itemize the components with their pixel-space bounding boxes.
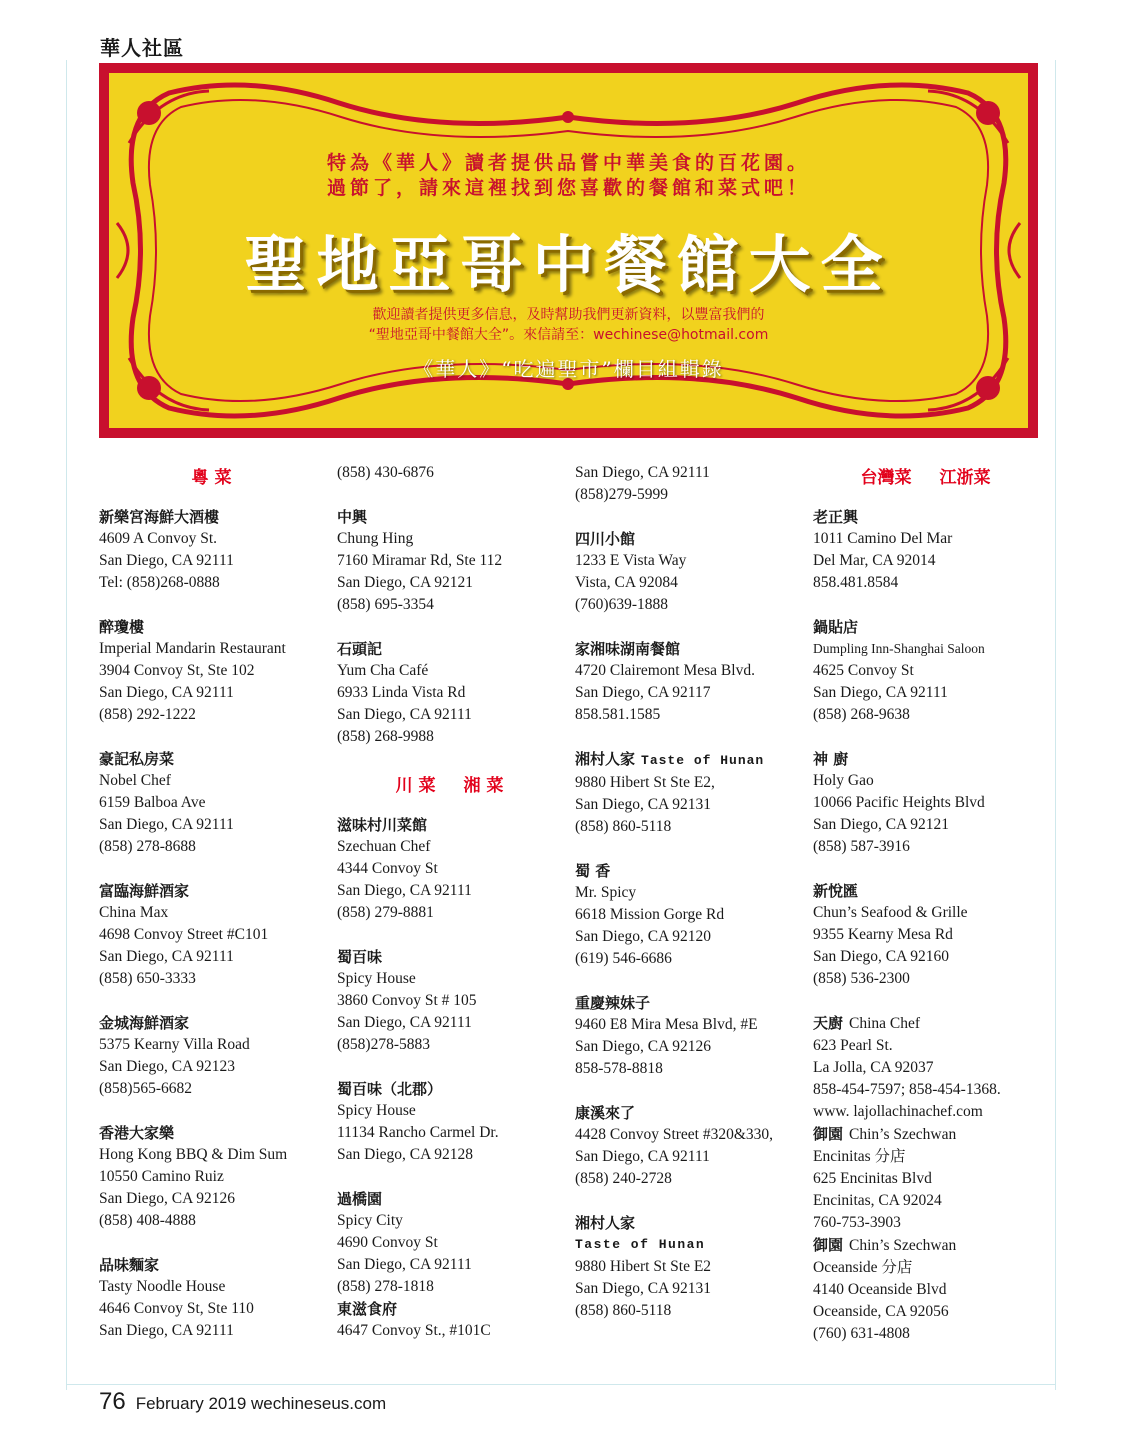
address-line: Chung Hing [337, 530, 414, 547]
layout-guide [66, 60, 67, 1390]
restaurant-name-en: Chin’s Szechwan [849, 1237, 957, 1254]
address-line: 6618 Mission Gorge Rd [575, 906, 725, 923]
restaurant-name [813, 616, 1038, 638]
address-line: (858) 695-3354 [337, 596, 434, 613]
address-line: 4609 A Convoy St. [99, 530, 217, 547]
address-line: 5375 Kearny Villa Road [99, 1036, 250, 1053]
restaurant-name-zh: 重慶辣妹子 [575, 994, 651, 1012]
address-line: Imperial Mandarin Restaurant [99, 640, 286, 657]
address-line: 623 Pearl St. [813, 1037, 893, 1054]
restaurant-entry [813, 1123, 1038, 1234]
category-heading [337, 770, 562, 802]
address-line: San Diego, CA 92131 [575, 1280, 712, 1297]
page-number: 76 [99, 1388, 126, 1415]
restaurant-name [575, 748, 800, 772]
address-line: 11134 Rancho Carmel Dr. [337, 1124, 499, 1141]
address-line: 10550 Camino Ruiz [99, 1168, 224, 1185]
address-line: Yum Cha Café [337, 662, 429, 679]
restaurant-name [99, 1254, 324, 1276]
restaurant-entry [575, 860, 800, 970]
address-line: San Diego, CA 92117 [575, 684, 711, 701]
address-line: 858-578-8818 [575, 1060, 663, 1077]
address-line: (858) 268-9638 [813, 706, 910, 723]
address-line: Spicy City [337, 1212, 403, 1229]
address-line: 858-454-7597; 858-454-1368. [813, 1081, 1001, 1098]
restaurant-entry [337, 1188, 562, 1298]
restaurant-name [337, 1188, 562, 1210]
banner-title: 聖地亞哥中餐館大全 [244, 228, 893, 301]
listing-column-3 [575, 462, 800, 1344]
address-line: www. lajollachinachef.com [813, 1103, 983, 1120]
restaurant-name [813, 1234, 1038, 1257]
page-footer [99, 1388, 386, 1416]
address-line: 3860 Convoy St # 105 [337, 992, 477, 1009]
banner-panel [109, 73, 1028, 428]
restaurant-name [813, 748, 1038, 770]
restaurant-name-zh: 御園 [813, 1236, 844, 1254]
address-line: San Diego, CA 92111 [337, 1014, 472, 1031]
restaurant-entry [575, 528, 800, 616]
restaurant-name [337, 814, 562, 836]
address-line: Nobel Chef [99, 772, 171, 789]
address-line: San Diego, CA 92111 [99, 816, 234, 833]
address-line: 4698 Convoy Street #C101 [99, 926, 269, 943]
restaurant-entry [813, 506, 1038, 594]
restaurant-name [813, 1012, 1038, 1035]
restaurant-name-zh: 石頭記 [337, 640, 383, 658]
address-line: Vista, CA 92084 [575, 574, 678, 591]
address-line: (858) 292-1222 [99, 706, 196, 723]
address-line: (858) 650-3333 [99, 970, 196, 987]
listing-column-4 [813, 462, 1038, 1345]
address-line: 1011 Camino Del Mar [813, 530, 953, 547]
address-line: Hong Kong BBQ & Dim Sum [99, 1146, 288, 1163]
restaurant-entry [575, 1102, 800, 1190]
category-label: 川 菜 [395, 776, 436, 796]
restaurant-name-zh: 品味麵家 [99, 1256, 160, 1274]
restaurant-name-zh: 四川小館 [575, 530, 636, 548]
address-line: Encinitas 分店 [813, 1148, 906, 1165]
restaurant-name-zh: 滋味村川菜館 [337, 816, 428, 834]
address-line: (858) 268-9988 [337, 728, 434, 745]
address-line: San Diego, CA 92111 [337, 882, 472, 899]
restaurant-name-zh: 鍋貼店 [813, 618, 859, 636]
restaurant-entry [337, 814, 562, 924]
restaurant-entry [99, 748, 324, 858]
address-line: (858) 240-2728 [575, 1170, 672, 1187]
address-line: Del Mar, CA 92014 [813, 552, 936, 569]
restaurant-name-zh: 富臨海鮮酒家 [99, 882, 190, 900]
address-line: (858) 860-5118 [575, 1302, 672, 1319]
restaurant-entry [337, 506, 562, 616]
address-line: Encinitas, CA 92024 [813, 1192, 942, 1209]
category-heading [813, 462, 1038, 494]
address-line: 6159 Balboa Ave [99, 794, 206, 811]
restaurant-name-en: Taste of Hunan [641, 753, 765, 768]
banner-note [109, 305, 1028, 345]
address-line: San Diego, CA 92128 [337, 1146, 474, 1163]
restaurant-name [337, 638, 562, 660]
restaurant-entry [99, 1122, 324, 1232]
address-line: 4344 Convoy St [337, 860, 438, 877]
listing-column-1 [99, 462, 324, 1364]
address-line: (760)639-1888 [575, 596, 668, 613]
restaurant-entry [337, 638, 562, 748]
address-line: (858) 587-3916 [813, 838, 910, 855]
banner-intro-line: 特為《華人》讀者提供品嘗中華美食的百花園。 [326, 152, 810, 174]
restaurant-name-zh: 中興 [337, 508, 368, 526]
restaurant-name [337, 1078, 562, 1100]
listing-column-2 [337, 462, 562, 1342]
address-line: Tasty Noodle House [99, 1278, 226, 1295]
address-line: San Diego, CA 92126 [575, 1038, 712, 1055]
restaurant-name [813, 880, 1038, 902]
banner-note-line: “聖地亞哥中餐館大全”。來信請至：wechinese@hotmail.com [368, 327, 769, 343]
address-line: 6933 Linda Vista Rd [337, 684, 466, 701]
address-line: (858) 536-2300 [813, 970, 910, 987]
category-label: 台灣菜 [860, 468, 912, 488]
restaurant-entry [575, 748, 800, 838]
address-line: Oceanside, CA 92056 [813, 1303, 949, 1320]
restaurant-entry [99, 1254, 324, 1342]
banner-intro-line: 過節了，請來這裡找到您喜歡的餐館和菜式吧！ [326, 177, 810, 199]
restaurant-name [575, 1212, 800, 1234]
restaurant-name-zh: 過橋園 [337, 1190, 383, 1208]
address-line: 7160 Miramar Rd, Ste 112 [337, 552, 503, 569]
address-line: 1233 E Vista Way [575, 552, 687, 569]
address-line: San Diego, CA 92111 [99, 552, 234, 569]
address-line: Tel: (858)268-0888 [99, 574, 220, 591]
address-line: Holy Gao [813, 772, 874, 789]
layout-guide [1055, 60, 1056, 1390]
restaurant-name [813, 1123, 1038, 1146]
address-line: (858)279-5999 [575, 486, 668, 503]
restaurant-name [575, 1102, 800, 1124]
address-line: San Diego, CA 92111 [575, 1148, 710, 1165]
address-line: San Diego, CA 92111 [99, 684, 234, 701]
restaurant-name-en: China Chef [849, 1015, 921, 1032]
restaurant-entry [813, 1012, 1038, 1123]
restaurant-list [813, 506, 1038, 990]
restaurant-entry [99, 506, 324, 594]
restaurant-name [99, 748, 324, 770]
banner-note-line: 歡迎讀者提供更多信息，及時幫助我們更新資料，以豐富我們的 [372, 307, 765, 323]
restaurant-name [813, 506, 1038, 528]
restaurant-name-zh: 香港大家樂 [99, 1124, 175, 1142]
restaurant-entry [575, 638, 800, 726]
restaurant-name [99, 506, 324, 528]
section-tag: 華人社區 [100, 36, 184, 60]
category-label: 江浙菜 [939, 468, 991, 488]
restaurant-name-en: Taste of Hunan [575, 1237, 706, 1252]
restaurant-name-zh: 天廚 [813, 1014, 844, 1032]
address-line: 9460 E8 Mira Mesa Blvd, #E [575, 1016, 758, 1033]
address-line: 858.581.1585 [575, 706, 661, 723]
layout-guide [66, 1384, 1056, 1385]
address-line: 4720 Clairemont Mesa Blvd. [575, 662, 755, 679]
address-line: (858) 279-8881 [337, 904, 434, 921]
restaurant-name-zh: 家湘味湖南餐館 [575, 640, 681, 658]
restaurant-name-zh: 湘村人家 [575, 1214, 636, 1232]
address-line: China Max [99, 904, 169, 921]
restaurant-entry [813, 616, 1038, 726]
address-line: (858) 278-1818 [337, 1278, 434, 1295]
continued-entry [575, 462, 800, 506]
restaurant-entry [99, 616, 324, 726]
restaurant-name-zh: 湘村人家 [575, 750, 636, 768]
restaurant-entry [99, 1012, 324, 1100]
restaurant-name-zh: 東滋食府 [337, 1300, 398, 1318]
restaurant-entry [813, 1234, 1038, 1345]
restaurant-name-zh: 蜀百味 [337, 948, 383, 966]
restaurant-entry [575, 992, 800, 1080]
restaurant-name-zh: 蜀百味（北郡） [337, 1080, 443, 1098]
restaurant-name [337, 506, 562, 528]
address-line: San Diego, CA 92111 [99, 1322, 234, 1339]
restaurant-name-zh: 金城海鮮酒家 [99, 1014, 190, 1032]
address-line: Chun’s Seafood & Grille [813, 904, 968, 921]
address-line: 9880 Hibert St Ste E2, [575, 774, 715, 791]
address-line: 4140 Oceanside Blvd [813, 1281, 947, 1298]
address-line: San Diego, CA 92160 [813, 948, 950, 965]
address-line: (858)565-6682 [99, 1080, 192, 1097]
address-line: 858.481.8584 [813, 574, 899, 591]
address-line: (760) 631-4808 [813, 1325, 910, 1342]
address-line: La Jolla, CA 92037 [813, 1059, 934, 1076]
address-line: Spicy House [337, 970, 416, 987]
restaurant-name-zh: 新樂宮海鮮大酒樓 [99, 508, 220, 526]
address-line: (858) 430-6876 [337, 464, 434, 481]
restaurant-list [575, 528, 800, 1322]
restaurant-name [575, 992, 800, 1014]
restaurant-name [99, 1122, 324, 1144]
restaurant-name [575, 528, 800, 550]
address-line: San Diego, CA 92111 [337, 1256, 472, 1273]
address-line: San Diego, CA 92111 [575, 464, 710, 481]
address-line: 3904 Convoy St, Ste 102 [99, 662, 255, 679]
address-line: San Diego, CA 92121 [337, 574, 474, 591]
restaurant-list [337, 506, 562, 748]
restaurant-name-zh: 康溪來了 [575, 1104, 636, 1122]
address-line: (858) 278-8688 [99, 838, 196, 855]
address-line: San Diego, CA 92111 [813, 684, 948, 701]
address-line: Oceanside 分店 [813, 1259, 913, 1276]
restaurant-name-zh: 新悅匯 [813, 882, 859, 900]
address-line: 760-753-3903 [813, 1214, 901, 1231]
address-line: San Diego, CA 92121 [813, 816, 950, 833]
restaurant-entry [813, 880, 1038, 990]
footer-text: February 2019 wechineseus.com [135, 1394, 387, 1413]
address-line: Szechuan Chef [337, 838, 431, 855]
restaurant-name [575, 638, 800, 660]
restaurant-name [99, 1012, 324, 1034]
address-line: 9880 Hibert St Ste E2 [575, 1258, 712, 1275]
address-line: 4428 Convoy Street #320&330, [575, 1126, 774, 1143]
restaurant-name-zh: 豪記私房菜 [99, 750, 175, 768]
category-heading: 粵 菜 [191, 468, 232, 488]
address-line: 625 Encinitas Blvd [813, 1170, 932, 1187]
restaurant-name [575, 860, 800, 882]
address-line: (858)278-5883 [337, 1036, 430, 1053]
address-line: San Diego, CA 92120 [575, 928, 712, 945]
restaurant-entry [99, 880, 324, 990]
address-line: Mr. Spicy [575, 884, 637, 901]
restaurant-entry [337, 1298, 562, 1342]
restaurant-name [337, 946, 562, 968]
restaurant-name-zh: 神 廚 [813, 750, 849, 768]
address-line: San Diego, CA 92126 [99, 1190, 236, 1207]
restaurant-name-en: Chin’s Szechwan [849, 1126, 957, 1143]
restaurant-list [99, 506, 324, 1342]
restaurant-name [99, 616, 324, 638]
continued-entry [337, 462, 562, 484]
address-line: San Diego, CA 92111 [99, 948, 234, 965]
address-line: San Diego, CA 92123 [99, 1058, 236, 1075]
restaurant-name-en: Dumpling Inn-Shanghai Saloon [813, 641, 985, 656]
column-credit: 《華人》“吃遍聖市”欄目組輯錄 [413, 357, 724, 381]
address-line: 4647 Convoy St., #101C [337, 1322, 491, 1339]
address-line: 4625 Convoy St [813, 662, 914, 679]
restaurant-entry [337, 946, 562, 1056]
restaurant-list [813, 1012, 1038, 1345]
address-line: San Diego, CA 92131 [575, 796, 712, 813]
banner-intro [109, 151, 1028, 201]
address-line: (858) 408-4888 [99, 1212, 196, 1229]
restaurant-name [99, 880, 324, 902]
restaurant-entry [575, 1212, 800, 1322]
address-line: 4646 Convoy St, Ste 110 [99, 1300, 254, 1317]
restaurant-name [337, 1298, 562, 1320]
address-line: 9355 Kearny Mesa Rd [813, 926, 953, 943]
address-line: (619) 546-6686 [575, 950, 672, 967]
restaurant-name-zh: 老正興 [813, 508, 859, 526]
banner [99, 63, 1038, 438]
restaurant-entry [337, 1078, 562, 1166]
restaurant-name-zh: 御園 [813, 1125, 844, 1143]
restaurant-entry [813, 748, 1038, 858]
category-label: 湘 菜 [463, 776, 504, 796]
address-line: Spicy House [337, 1102, 416, 1119]
restaurant-name-zh: 醉瓊樓 [99, 618, 145, 636]
restaurant-name-zh: 蜀 香 [575, 862, 611, 880]
address-line: 10066 Pacific Heights Blvd [813, 794, 985, 811]
address-line: (858) 860-5118 [575, 818, 672, 835]
address-line: San Diego, CA 92111 [337, 706, 472, 723]
restaurant-list [337, 814, 562, 1342]
address-line: 4690 Convoy St [337, 1234, 438, 1251]
